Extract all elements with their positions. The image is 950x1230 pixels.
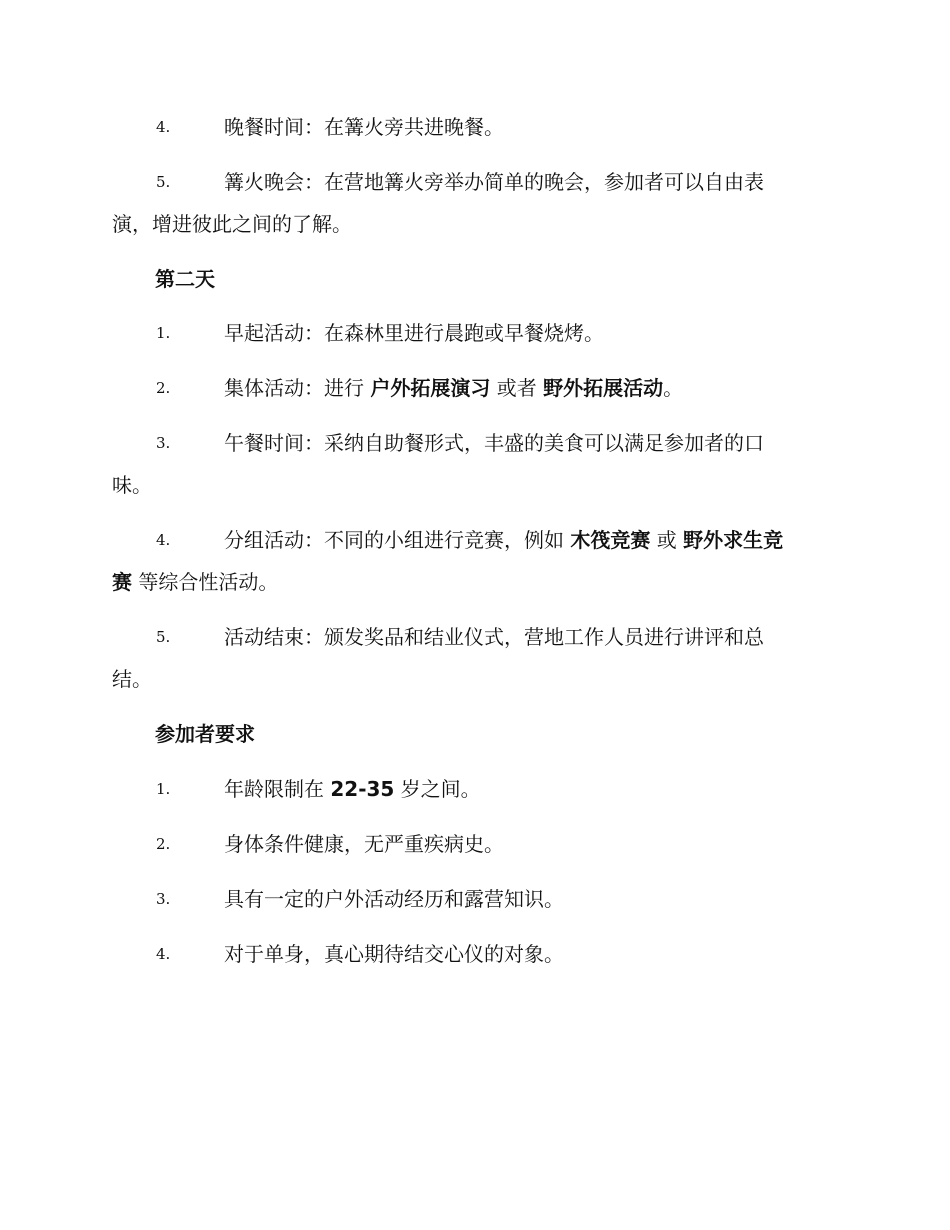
item-text: 具有一定的户外活动经历和露营知识。 — [224, 887, 564, 911]
item-text: 在森林里进行晨跑或早餐烧烤。 — [324, 321, 604, 345]
item-text: 在营地篝火旁举办简单的晚会，参加者可以自由表 — [324, 170, 764, 194]
bold-term-continued: 赛 — [112, 570, 132, 594]
item-text: 不同的小组进行竞赛，例如 — [324, 528, 571, 552]
section-heading-requirements: 参加者要求 — [155, 722, 255, 746]
bold-term: 22-35 — [330, 777, 395, 801]
item-text-continued: 结。 — [112, 667, 152, 691]
item-text: 。 — [663, 376, 684, 400]
item-text: 进行 — [324, 376, 371, 400]
item-text-continued: 味。 — [112, 473, 152, 497]
list-item — [112, 312, 832, 354]
list-number: 1. — [156, 780, 171, 798]
list-item — [112, 768, 832, 810]
list-number: 2. — [156, 835, 171, 853]
item-text: 对于单身，真心期待结交心仪的对象。 — [224, 942, 564, 966]
list-item — [112, 823, 832, 865]
item-label: 午餐时间： — [224, 431, 324, 455]
item-text: 或者 — [490, 376, 544, 400]
list-number: 4. — [156, 531, 171, 549]
list-item — [112, 616, 832, 700]
list-item — [112, 422, 832, 506]
list-number: 3. — [156, 890, 171, 908]
item-text: 身体条件健康，无严重疾病史。 — [224, 832, 504, 856]
bold-term: 木筏竞赛 — [570, 528, 651, 552]
list-number: 5. — [156, 628, 171, 646]
list-item — [112, 519, 832, 603]
item-text: 或 — [650, 528, 684, 552]
item-label: 分组活动： — [224, 528, 324, 552]
bold-term: 户外拓展演习 — [370, 376, 491, 400]
list-number: 4. — [156, 118, 171, 136]
item-text-continued: 演，增进彼此之间的了解。 — [112, 212, 352, 236]
list-item — [112, 161, 832, 245]
item-label: 篝火晚会： — [224, 170, 324, 194]
item-text: 在篝火旁共进晚餐。 — [324, 115, 504, 139]
item-label: 早起活动： — [224, 321, 324, 345]
item-label: 晚餐时间： — [224, 115, 324, 139]
item-text: 岁之间。 — [394, 777, 481, 801]
list-item — [112, 106, 832, 148]
list-number: 5. — [156, 173, 171, 191]
list-number: 2. — [156, 379, 171, 397]
item-label: 活动结束： — [224, 625, 324, 649]
list-number: 1. — [156, 324, 171, 342]
list-number: 4. — [156, 945, 171, 963]
bold-term: 野外拓展活动 — [543, 376, 664, 400]
list-item — [112, 878, 832, 920]
list-item — [112, 367, 832, 409]
bold-term: 野外求生竞 — [683, 528, 784, 552]
item-text: 采纳自助餐形式，丰盛的美食可以满足参加者的口 — [324, 431, 764, 455]
item-text: 年龄限制在 — [224, 777, 331, 801]
list-number: 3. — [156, 434, 171, 452]
section-heading-day2: 第二天 — [155, 267, 215, 291]
item-text-continued: 等综合性活动。 — [132, 570, 279, 594]
item-text: 颁发奖品和结业仪式，营地工作人员进行讲评和总 — [324, 625, 764, 649]
item-label: 集体活动： — [224, 376, 324, 400]
list-item — [112, 933, 832, 975]
